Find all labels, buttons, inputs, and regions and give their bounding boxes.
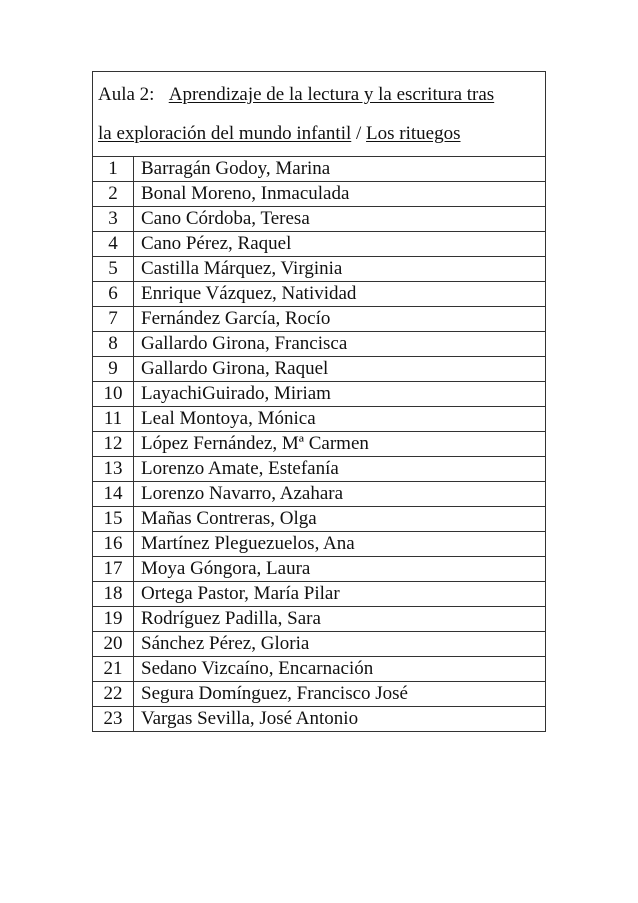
- student-row: [93, 282, 546, 307]
- student-row: [93, 182, 546, 207]
- course-header: [93, 72, 546, 157]
- student-number: 22: [93, 682, 134, 707]
- student-number: 10: [93, 382, 134, 407]
- header-line-1: [98, 75, 541, 114]
- student-name: Barragán Godoy, Marina: [134, 157, 546, 182]
- student-name: Moya Góngora, Laura: [134, 557, 546, 582]
- student-row: [93, 332, 546, 357]
- student-row: [93, 357, 546, 382]
- student-number: 14: [93, 482, 134, 507]
- student-row: [93, 557, 546, 582]
- student-name: Ortega Pastor, María Pilar: [134, 582, 546, 607]
- student-number: 2: [93, 182, 134, 207]
- student-number: 12: [93, 432, 134, 457]
- student-name: Lorenzo Amate, Estefanía: [134, 457, 546, 482]
- student-name: Rodríguez Padilla, Sara: [134, 607, 546, 632]
- course-subtitle: Los rituegos: [366, 123, 461, 144]
- course-title-line2: la exploración del mundo infantil: [98, 123, 352, 144]
- student-name: Gallardo Girona, Francisca: [134, 332, 546, 357]
- student-number: 17: [93, 557, 134, 582]
- student-number: 3: [93, 207, 134, 232]
- student-number: 20: [93, 632, 134, 657]
- aula-label: Aula 2:: [98, 84, 155, 105]
- student-row: [93, 207, 546, 232]
- student-number: 8: [93, 332, 134, 357]
- student-number: 18: [93, 582, 134, 607]
- student-row: [93, 307, 546, 332]
- student-row: [93, 257, 546, 282]
- student-number: 16: [93, 532, 134, 557]
- student-name: LayachiGuirado, Miriam: [134, 382, 546, 407]
- student-row: [93, 407, 546, 432]
- student-row: [93, 157, 546, 182]
- student-row: [93, 582, 546, 607]
- student-row: [93, 632, 546, 657]
- student-number: 6: [93, 282, 134, 307]
- student-name: López Fernández, Mª Carmen: [134, 432, 546, 457]
- student-name: Bonal Moreno, Inmaculada: [134, 182, 546, 207]
- student-name: Lorenzo Navarro, Azahara: [134, 482, 546, 507]
- student-number: 21: [93, 657, 134, 682]
- student-number: 15: [93, 507, 134, 532]
- student-name: Sedano Vizcaíno, Encarnación: [134, 657, 546, 682]
- student-row: [93, 482, 546, 507]
- student-name: Enrique Vázquez, Natividad: [134, 282, 546, 307]
- student-number: 7: [93, 307, 134, 332]
- student-name: Gallardo Girona, Raquel: [134, 357, 546, 382]
- student-name: Cano Córdoba, Teresa: [134, 207, 546, 232]
- student-row: [93, 607, 546, 632]
- student-row: [93, 707, 546, 732]
- header-line-2: [98, 114, 541, 153]
- student-number: 9: [93, 357, 134, 382]
- student-name: Vargas Sevilla, José Antonio: [134, 707, 546, 732]
- student-name: Cano Pérez, Raquel: [134, 232, 546, 257]
- student-name: Fernández García, Rocío: [134, 307, 546, 332]
- course-title-line1: Aprendizaje de la lectura y la escritura tras: [168, 84, 495, 105]
- student-name: Segura Domínguez, Francisco José: [134, 682, 546, 707]
- student-number: 5: [93, 257, 134, 282]
- student-row: [93, 382, 546, 407]
- student-name: Castilla Márquez, Virginia: [134, 257, 546, 282]
- student-number: 4: [93, 232, 134, 257]
- student-row: [93, 657, 546, 682]
- student-row: [93, 432, 546, 457]
- student-number: 11: [93, 407, 134, 432]
- class-list-body: [93, 72, 546, 732]
- student-number: 19: [93, 607, 134, 632]
- student-name: Mañas Contreras, Olga: [134, 507, 546, 532]
- student-number: 23: [93, 707, 134, 732]
- student-row: [93, 682, 546, 707]
- student-name: Leal Montoya, Mónica: [134, 407, 546, 432]
- student-row: [93, 232, 546, 257]
- title-separator: /: [356, 123, 362, 144]
- student-number: 1: [93, 157, 134, 182]
- student-name: Sánchez Pérez, Gloria: [134, 632, 546, 657]
- header-row: [93, 72, 546, 157]
- student-number: 13: [93, 457, 134, 482]
- student-row: [93, 507, 546, 532]
- student-row: [93, 457, 546, 482]
- student-row: [93, 532, 546, 557]
- student-name: Martínez Pleguezuelos, Ana: [134, 532, 546, 557]
- class-list-table: [92, 71, 546, 732]
